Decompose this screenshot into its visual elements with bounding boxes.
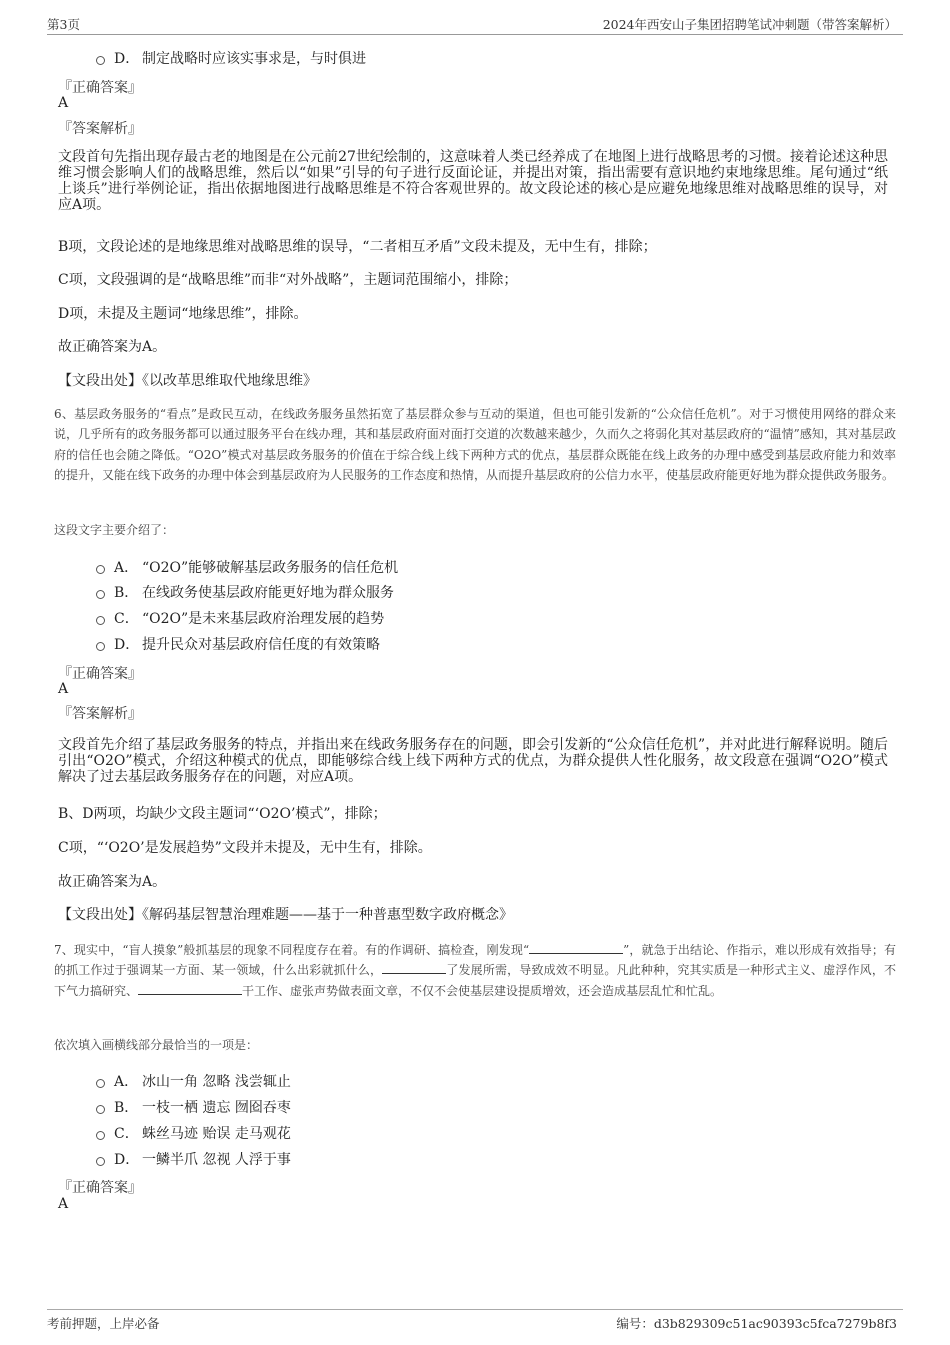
- q6-source: 【文段出处】《解码基层智慧治理难题——基于一种普惠型数字政府概念》: [58, 907, 513, 923]
- q7-option-b[interactable]: B． 一枝一栖 遗忘 囫囵吞枣: [96, 1097, 291, 1117]
- q7-prompt: 依次填入画横线部分最恰当的一项是：: [54, 1038, 259, 1052]
- q6-option-b[interactable]: B． 在线政务使基层政府能更好地为群众服务: [96, 582, 394, 602]
- q5-option-d[interactable]: D． 制定战略时应该实事求是，与时俱进: [96, 48, 366, 68]
- radio-icon[interactable]: [96, 642, 105, 651]
- q5-analysis-d: D项，未提及主题词“地缘思维”，排除。: [58, 306, 308, 322]
- footer-slogan: 考前押题，上岸必备: [47, 1316, 160, 1331]
- q6-answer-label: 『正确答案』: [58, 666, 142, 682]
- q6-option-c[interactable]: C． “O2O”是未来基层政府治理发展的趋势: [96, 608, 384, 628]
- page-number: 第3页: [47, 17, 80, 32]
- q6-analysis-label: 『答案解析』: [58, 706, 142, 722]
- page-footer: [47, 1309, 903, 1332]
- q6-analysis-paragraph: 文段首先介绍了基层政务服务的特点，并指出来在线政务服务存在的问题，即会引发新的“公众信任危机”，并对此进行解释说明。随后引出“O2O”模式，介绍这种模式的优点，即能够综合线上线下两种方式的优点，为群众提供人性化服务，故文段意在强调“O2O”模式解决了过去基层政务服务存在的问题，对应A项。: [58, 737, 888, 785]
- q6-conclusion: 故正确答案为A。: [58, 874, 167, 890]
- radio-icon[interactable]: [96, 616, 105, 625]
- radio-icon[interactable]: [96, 1131, 105, 1140]
- q6-analysis-bd: B、D两项，均缺少文段主题词“‘O2O’模式”，排除；: [58, 806, 387, 822]
- radio-icon[interactable]: [96, 1157, 105, 1166]
- radio-icon[interactable]: [96, 1079, 105, 1088]
- page-header: [47, 14, 903, 35]
- q6-answer: A: [58, 681, 69, 697]
- q7-answer: A: [58, 1196, 69, 1212]
- q7-stem: 7、现实中，“盲人摸象”般抓基层的现象不同程度存在着。有的作调研、搞检查，刚发现“ ”，就急于出结论、作指示，难以形成有效指导；有的抓工作过于强调某一方面、某一领域，什么出彩就抓什么， 了发展所需，导致成效不明显。凡此种种，究其实质是一种形式主义、虚浮作风，不下气力搞研究、 干工作、虚张声势做表面文章，不仅不会使基层建设提质增效，还会造成基层乱忙和忙乱。: [54, 943, 897, 998]
- q5-conclusion: 故正确答案为A。: [58, 339, 167, 355]
- fill-blank-3: [138, 982, 242, 995]
- radio-icon[interactable]: [96, 56, 105, 65]
- q5-answer: A: [58, 95, 69, 111]
- q7-answer-label: 『正确答案』: [58, 1180, 142, 1196]
- q5-answer-label: 『正确答案』: [58, 80, 142, 96]
- q5-analysis-b: B项，文段论述的是地缘思维对战略思维的误导，“二者相互矛盾”文段未提及，无中生有，排除；: [58, 239, 657, 255]
- q6-prompt: 这段文字主要介绍了：: [54, 523, 175, 537]
- q5-analysis-c: C项，文段强调的是“战略思维”而非“对外战略”，主题词范围缩小，排除；: [58, 272, 518, 288]
- document-title: 2024年西安山子集团招聘笔试冲刺题（带答案解析）: [602, 17, 897, 32]
- q7-option-a[interactable]: A． 冰山一角 忽略 浅尝辄止: [96, 1071, 291, 1091]
- footer-code: 编号：d3b829309c51ac90393c5fca7279b8f3: [616, 1316, 897, 1331]
- radio-icon[interactable]: [96, 565, 105, 574]
- q6-option-d[interactable]: D． 提升民众对基层政府信任度的有效策略: [96, 634, 380, 654]
- q6-option-a[interactable]: A． “O2O”能够破解基层政务服务的信任危机: [96, 557, 398, 577]
- radio-icon[interactable]: [96, 590, 105, 599]
- q5-analysis-label: 『答案解析』: [58, 121, 142, 137]
- q5-analysis-paragraph: 文段首句先指出现存最古老的地图是在公元前27世纪绘制的，这意味着人类已经养成了在地图上进行战略思考的习惯。接着论述这种思维习惯会影响人们的战略思维，然后以“如果”引导的句子进行反面论证，并提出对策，指出需要有意识地约束地缘思维。尾句通过“纸上谈兵”进行举例论证，指出依据地图进行战略思维是不符合客观世界的。故文段论述的核心是应避免地缘思维对战略思维的误导，对应A项。: [58, 149, 888, 213]
- fill-blank-2: [382, 961, 446, 974]
- q6-analysis-c: C项，“‘O2O’是发展趋势”文段并未提及，无中生有，排除。: [58, 840, 432, 856]
- q7-option-d[interactable]: D． 一鳞半爪 忽视 人浮于事: [96, 1149, 291, 1169]
- q5-source: 【文段出处】《以改革思维取代地缘思维》: [58, 373, 317, 389]
- q6-stem: 6、基层政务服务的“看点”是政民互动，在线政务服务虽然拓宽了基层群众参与互动的渠道，但也可能引发新的“公众信任危机”。对于习惯使用网络的群众来说，几乎所有的政务服务都可以通过服务平台在线办理，其和基层政府面对面打交道的次数越来越少，久而久之将弱化其对基层政府的“温情”感知，其对基层政府的信任也会随之降低。“O2O”模式对基层政务服务的价值在于综合线上线下两种方式的优点，基层群众既能在线上政务的办理中感受到基层政府能力和效率的提升，又能在线下政务的办理中体会到基层政府为人民服务的工作态度和热情，从而提升基层政府的公信力水平，使基层政府能更好地为群众提供政务服务。: [54, 407, 896, 482]
- radio-icon[interactable]: [96, 1105, 105, 1114]
- fill-blank-1: [529, 941, 623, 954]
- q7-option-c[interactable]: C． 蛛丝马迹 贻误 走马观花: [96, 1123, 291, 1143]
